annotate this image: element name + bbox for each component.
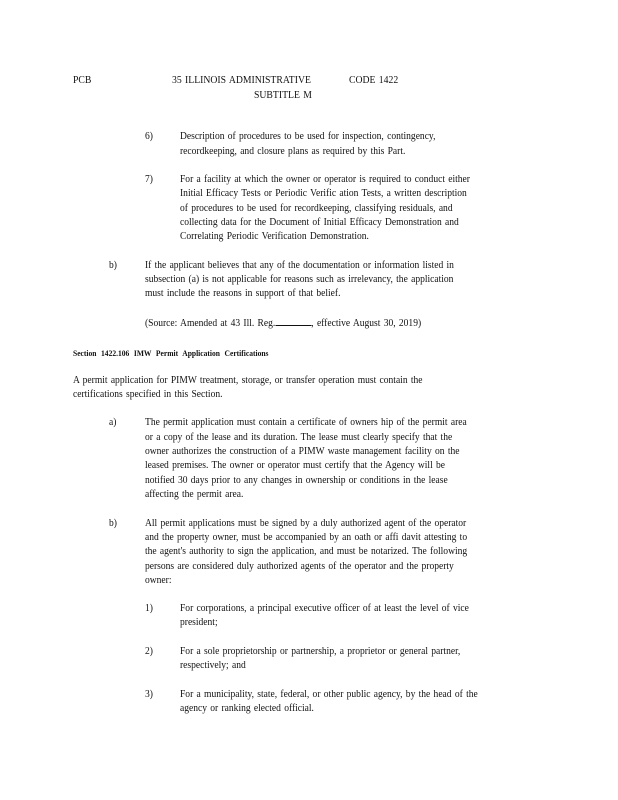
item-a-line: owner authorizes the construction of a PIMW waste management facility on the (145, 446, 460, 457)
source-note (145, 316, 421, 331)
item-b-line: the agent's authority to sign the application, and must be notarized. The following (145, 546, 468, 557)
header-title: 35 ILLINOIS ADMINISTRATIVE (172, 74, 311, 86)
sub-item-3-line: For a municipality, state, federal, or other public agency, by the head of the (180, 689, 478, 700)
sub-item-2-line: For a sole proprietorship or partnership, a proprietor or general partner, (180, 646, 461, 657)
register-blank (275, 316, 311, 326)
item-a-line: affecting the permit area. (145, 489, 244, 500)
sub-item-2-marker: 2) (145, 646, 153, 657)
source-suffix: , effective August 30, 2019) (311, 318, 422, 329)
item-a-marker: a) (109, 417, 117, 428)
item-6-line: Description of procedures to be used for inspection, contingency, (180, 131, 436, 142)
item-a-line: leased premises. The owner or operator must certify that the Agency will be (145, 460, 446, 471)
item-b-line: persons are considered duly authorized agents of the operator and the property (145, 561, 454, 572)
item-6-marker: 6) (145, 131, 153, 142)
header-left: PCB (73, 74, 92, 86)
item-b-line: and the property owner, must be accompanied by an oath or affi davit attesting to (145, 532, 468, 543)
sub-item-3-marker: 3) (145, 689, 153, 700)
sub-item-1-line: For corporations, a principal executive officer of at least the level of vice (180, 603, 469, 614)
sub-item-3-line: agency or ranking elected official. (180, 703, 314, 714)
intro-line: certifications specified in this Section. (73, 389, 223, 400)
header-subtitle: SUBTITLE M (254, 89, 312, 101)
item-b-top-marker: b) (109, 260, 117, 271)
item-7-marker: 7) (145, 174, 153, 185)
item-b-top-line: subsection (a) is not applicable for reasons such as irrelevancy, the application (145, 274, 454, 285)
item-b-line: All permit applications must be signed by a duly authorized agent of the operator (145, 518, 467, 529)
sub-item-1-marker: 1) (145, 603, 153, 614)
item-a-line: The permit application must contain a certificate of owners hip of the permit area (145, 417, 467, 428)
item-7-line: Initial Efficacy Tests or Periodic Verific ation Tests, a written description (180, 188, 467, 199)
item-a-line: or a copy of the lease and its duration. The lease must clearly specify that the (145, 432, 453, 443)
sub-item-2-line: respectively; and (180, 660, 246, 671)
item-b-top-line: If the applicant believes that any of the documentation or information listed in (145, 260, 454, 271)
item-7-line: Correlating Periodic Verification Demonstration. (180, 231, 369, 242)
item-b-line: owner: (145, 575, 172, 586)
item-7-line: of procedures to be used for recordkeeping, classifying residuals, and (180, 203, 453, 214)
item-b-marker: b) (109, 518, 117, 529)
item-7-line: collecting data for the Document of Initial Efficacy Demonstration and (180, 217, 459, 228)
section-heading: Section 1422.106 IMW Permit Application Certifications (73, 349, 269, 358)
item-6-line: recordkeeping, and closure plans as required by this Part. (180, 146, 406, 157)
header-code: CODE 1422 (349, 74, 399, 86)
intro-line: A permit application for PIMW treatment, storage, or transfer operation must contain the (73, 375, 423, 386)
sub-item-1-line: president; (180, 617, 218, 628)
item-a-line: notified 30 days prior to any changes in ownership or conditions in the lease (145, 475, 448, 486)
item-7-line: For a facility at which the owner or operator is required to conduct either (180, 174, 470, 185)
item-b-top-line: must include the reasons in support of that belief. (145, 288, 341, 299)
source-prefix: (Source: Amended at 43 Ill. Reg. (145, 318, 276, 329)
